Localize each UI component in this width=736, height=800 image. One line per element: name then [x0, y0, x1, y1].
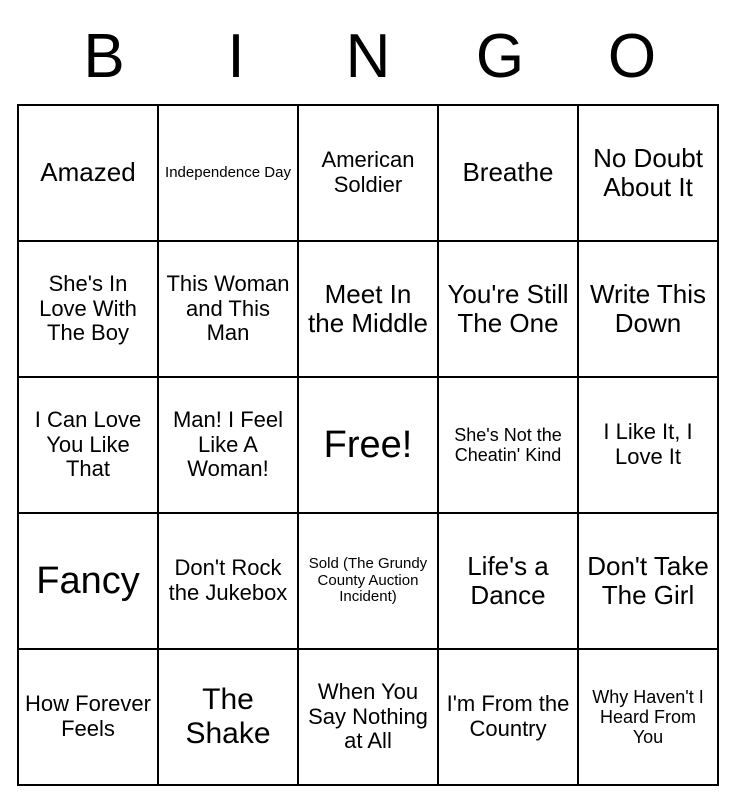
bingo-grid — [17, 104, 719, 786]
bingo-cell-label: You're Still The One — [447, 278, 569, 338]
bingo-cell-label: Life's a Dance — [467, 550, 549, 610]
bingo-row — [18, 649, 718, 785]
bingo-cell-label: She's Not the Cheatin' Kind — [454, 424, 562, 465]
bingo-cell-label: Independence Day — [165, 163, 291, 181]
bingo-cell-label: I Like It, I Love It — [603, 419, 693, 469]
bingo-cell[interactable] — [158, 105, 298, 241]
bingo-cell-label: Why Haven't I Heard From You — [592, 686, 704, 748]
bingo-cell[interactable] — [18, 377, 158, 513]
header-letter-n: N — [345, 22, 391, 91]
bingo-row — [18, 377, 718, 513]
bingo-cell-label: Write This Down — [589, 278, 707, 338]
bingo-cell[interactable] — [298, 105, 438, 241]
bingo-cell-label: She's In Love With The Boy — [39, 271, 137, 346]
bingo-cell-label: Don't Take The Girl — [587, 550, 709, 610]
bingo-cell[interactable] — [578, 649, 718, 785]
bingo-cell[interactable] — [18, 105, 158, 241]
bingo-cell[interactable] — [18, 241, 158, 377]
bingo-cell-label: How Forever Feels — [25, 691, 151, 741]
bingo-cell-label: When You Say Nothing at All — [308, 679, 428, 754]
bingo-cell-label: Amazed — [40, 157, 136, 188]
header-letter-g: G — [475, 22, 525, 91]
bingo-cell-label: Fancy — [36, 559, 140, 602]
bingo-cell[interactable] — [438, 241, 578, 377]
bingo-cell[interactable] — [158, 241, 298, 377]
bingo-cell[interactable] — [158, 377, 298, 513]
bingo-cell[interactable] — [158, 513, 298, 649]
header-letter-i: I — [227, 22, 245, 91]
bingo-cell-label: Man! I Feel Like A Woman! — [172, 407, 284, 482]
bingo-cell[interactable] — [438, 377, 578, 513]
bingo-cell[interactable] — [578, 377, 718, 513]
bingo-cell-label: This Woman and This Man — [166, 271, 290, 346]
bingo-cell[interactable] — [578, 241, 718, 377]
bingo-cell-label: Meet In the Middle — [308, 278, 428, 338]
bingo-row — [18, 241, 718, 377]
bingo-cell-label: Sold (The Grundy County Auction Incident) — [308, 554, 428, 606]
bingo-cell[interactable] — [158, 649, 298, 785]
bingo-cell[interactable] — [438, 513, 578, 649]
bingo-cell[interactable] — [578, 105, 718, 241]
bingo-cell-label: I'm From the Country — [446, 691, 570, 741]
bingo-header — [38, 22, 698, 92]
bingo-cell[interactable] — [18, 649, 158, 785]
bingo-cell-label: Breathe — [462, 157, 554, 188]
bingo-cell[interactable] — [298, 649, 438, 785]
bingo-cell-label: The Shake — [185, 683, 271, 750]
bingo-cell[interactable] — [578, 513, 718, 649]
bingo-cell-free[interactable] — [298, 377, 438, 513]
bingo-cell[interactable] — [298, 241, 438, 377]
bingo-cell-label: Don't Rock the Jukebox — [168, 555, 288, 605]
bingo-cell[interactable] — [18, 513, 158, 649]
header-letter-b: B — [83, 22, 125, 91]
bingo-cell-label: American Soldier — [321, 147, 415, 197]
bingo-cell[interactable] — [438, 105, 578, 241]
bingo-row — [18, 513, 718, 649]
header-letter-o: O — [607, 22, 657, 91]
bingo-cell-label: No Doubt About It — [593, 142, 703, 202]
bingo-cell[interactable] — [438, 649, 578, 785]
bingo-row — [18, 105, 718, 241]
bingo-cell-label: I Can Love You Like That — [34, 407, 142, 482]
bingo-cell-label: Free! — [323, 423, 413, 466]
bingo-cell[interactable] — [298, 513, 438, 649]
